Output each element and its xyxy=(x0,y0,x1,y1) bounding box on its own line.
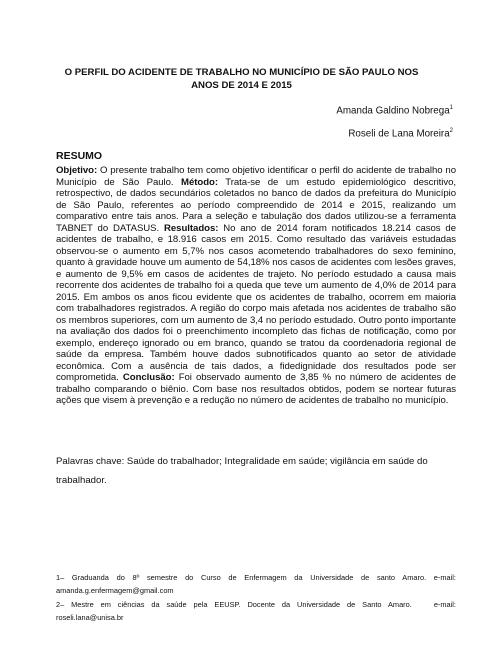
abstract-conclusao-label: Conclusão: xyxy=(122,372,175,383)
author-2 xyxy=(348,125,453,140)
abstract-resultados-text: No ano de 2014 foram notificados 18.214 casos de acidentes de trabalho, e 18.916 casos em 2015. Como resultado das variáveis estudadas observou-se o aumento em 5,7% nos casos acometendo trabalhadores do sexo feminino, quanto à gravidade houve um aumento de 54,18% nos casos de acidentes com lesões graves, e aumento de 9,5% em casos de acidentes de trajeto. No período estudado a causa mais recorrente dos acidentes de trabalho foi a queda que teve um aumento de 4,0% de 2014 para 2015. Em ambos os anos ficou evidente que os acidentes de trabalho, ocorrem em maioria com trabalhadores registrados. A região do corpo mais afetada nos acidentes de trabalho são os membros superiores, com um aumento de 3,4 no período estudado. Outro ponto importante na avaliação dos dados foi o preenchimento incompleto das fichas de notificação, como por exemplo, endereço ignorado ou em branco, quando se tratou da coordenadoria regional de saúde da empresa. Também houve dados subnotificados quanto ao setor de atividade econômica. Com a ausência de tais dados, a fidedignidade dos resultados pode ser comprometida. xyxy=(56,222,456,383)
section-heading-resumo: RESUMO xyxy=(56,150,103,162)
abstract-paragraph xyxy=(56,165,456,407)
footnote-2-email: roseli.lana@unisa.br xyxy=(56,612,124,622)
footnote-2-text: 2– Mestre em ciências da saúde pela EEUSP. Docente da Universidade de Santo Amaro. xyxy=(56,600,412,609)
abstract-objetivo-label: Objetivo: xyxy=(56,165,98,176)
author-1 xyxy=(336,102,453,117)
footnotes xyxy=(56,572,456,626)
paper-title xyxy=(40,66,443,92)
author-1-name: Amanda Galdino Nobrega xyxy=(336,105,450,117)
paper-title-line-2: ANOS DE 2014 E 2015 xyxy=(191,80,292,91)
author-1-footnote-mark: 1 xyxy=(449,105,453,111)
footnote-1: 1– Graduanda do 8º semestre do Curso de Enfermagem da Universidade de santo Amaro. e-mail: amanda.g.enfermagem@gmail.com xyxy=(56,573,456,595)
abstract-metodo-text: Trata-se de um estudo epidemiológico descritivo, retrospectivo, de dados secundários coletados no banco de dados da prefeitura do Município de São Paulo, referentes ao período compreendido de 2014 e 2015, realizando um comparativo entre tais anos. Para a seleção e tabulação dos dados utilizou-se a ferramenta TABNET do DATASUS. xyxy=(56,176,456,234)
footnote-2-email-label: e-mail: xyxy=(433,600,456,609)
abstract-metodo-label: Método: xyxy=(181,176,218,188)
footnote-2 xyxy=(56,599,456,624)
keywords-paragraph: Palavras chave: Saúde do trabalhador; Integralidade em saúde; vigilância em saúde do trabalhador. xyxy=(56,456,428,486)
paper-title-line-1: O PERFIL DO ACIDENTE DE TRABALHO NO MUNICÍPIO DE SÃO PAULO NOS xyxy=(64,67,419,78)
author-2-name: Roseli de Lana Moreira xyxy=(348,128,450,140)
abstract-resultados-label: Resultados: xyxy=(164,222,219,234)
author-2-footnote-mark: 2 xyxy=(449,128,453,134)
abstract-conclusao-text: Foi observado aumento de 3,85 % no número de acidentes de trabalho comparando o biênio. Com base nos resultados obtidos, podem se nortear futuras ações que visem à prevenção e a redução no número de acidentes de trabalho no município. xyxy=(56,372,456,406)
abstract-objetivo-text: O presente trabalho tem como objetivo identificar o perfil do acidente de trabalho no Município de São Paulo. xyxy=(56,165,456,188)
